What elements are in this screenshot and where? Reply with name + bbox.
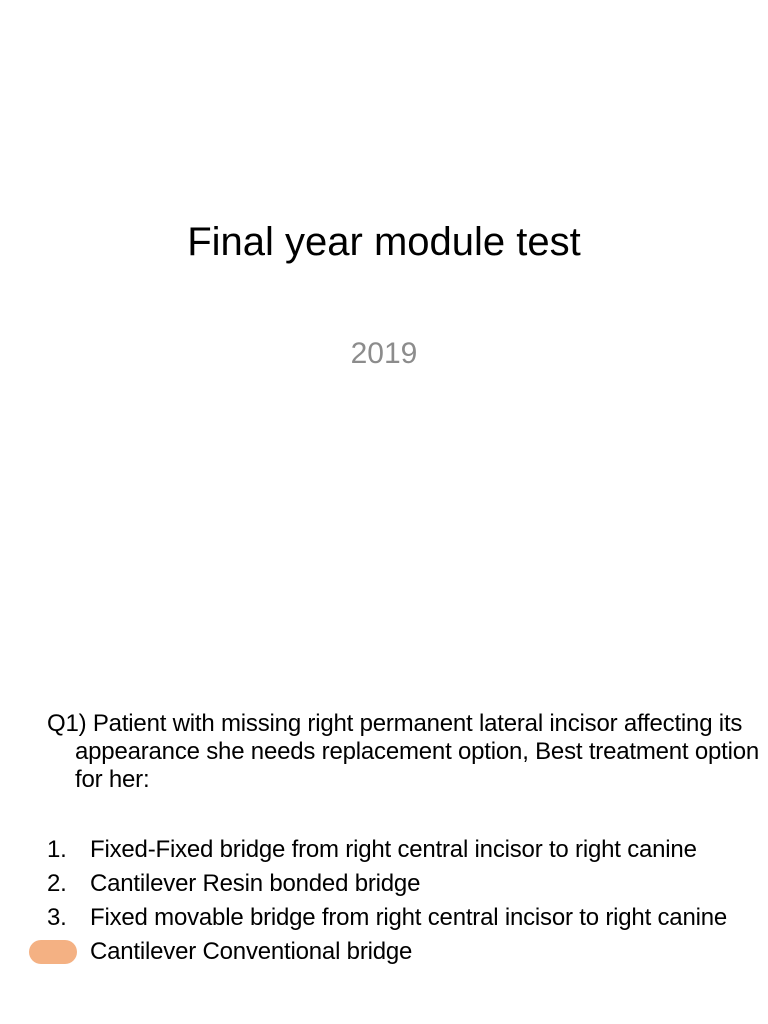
- answer-option-3: [47, 904, 737, 932]
- answer-options-list: [47, 836, 737, 972]
- answer-option-2: [47, 870, 737, 898]
- question-text: Q1) Patient with missing right permanent lateral incisor affecting its appearance she needs replacement option, Best treatment option for her:: [47, 710, 760, 793]
- slide-title: Final year module test: [187, 220, 581, 264]
- option-number: 3.: [47, 904, 67, 931]
- option-text: Fixed-Fixed bridge from right central incisor to right canine: [90, 836, 697, 863]
- option-text: Cantilever Resin bonded bridge: [90, 870, 421, 897]
- answer-option-4: [47, 938, 737, 966]
- option-text: Fixed movable bridge from right central incisor to right canine: [90, 904, 728, 931]
- option-number: 1.: [47, 836, 67, 863]
- option-number: 2.: [47, 870, 67, 897]
- correct-answer-marker: [29, 940, 77, 964]
- slide-subtitle: 2019: [350, 337, 418, 370]
- answer-option-1: [47, 836, 737, 864]
- option-text: Cantilever Conventional bridge: [90, 938, 413, 965]
